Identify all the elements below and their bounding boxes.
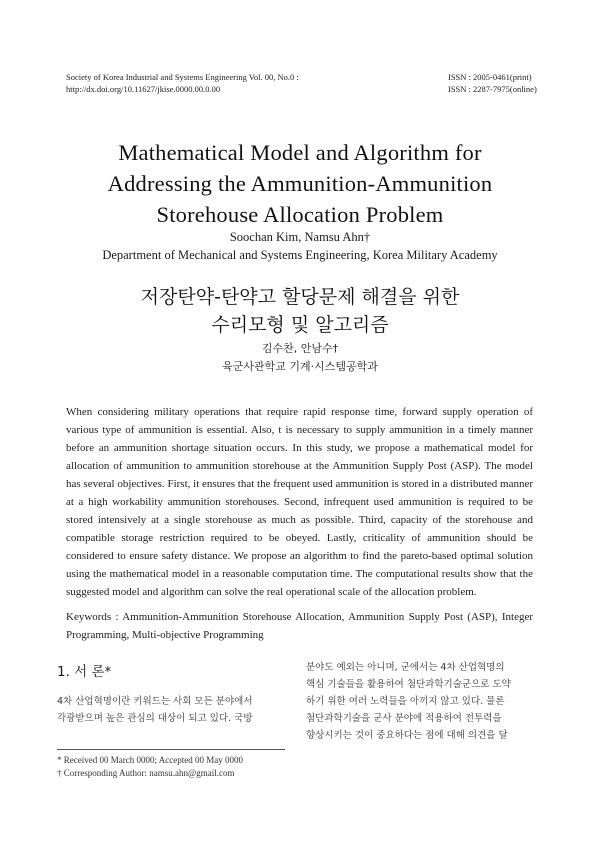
footnotes bbox=[57, 754, 297, 780]
footnote-divider bbox=[57, 749, 285, 750]
title-ko-line-2: 수리모형 및 알고리즘 bbox=[211, 314, 389, 336]
authors-korean: 김수찬, 안남수† bbox=[261, 342, 339, 355]
body-line: 각광받으며 높은 관심의 대상이 되고 있다. 국방 bbox=[57, 713, 253, 724]
footnote-corresponding-author: † Corresponding Author: namsu.ahn@gmail.com bbox=[57, 768, 235, 778]
issn-online: ISSN : 2287-7975(online) bbox=[448, 84, 537, 94]
department-english: Department of Mechanical and Systems Engineering, Korea Military Academy bbox=[102, 248, 498, 262]
body-line: 분야도 예외는 아니며, 군에서는 4차 산업혁명의 bbox=[306, 662, 505, 673]
body-line: 첨단과학기술을 군사 분야에 적용하여 전투력을 bbox=[306, 713, 502, 724]
title-ko-line-1: 저장탄약-탄약고 할당문제 해결을 위한 bbox=[140, 286, 460, 308]
title-en-line-1: Mathematical Model and Algorithm for bbox=[118, 140, 482, 165]
issn-print: ISSN : 2005-0461(print) bbox=[448, 72, 532, 82]
authors-english: Soochan Kim, Namsu Ahn† bbox=[229, 230, 371, 244]
paper-title-korean bbox=[40, 283, 560, 339]
doi-link[interactable]: http://dx.doi.org/10.11627/jkise.0000.00.0.00 bbox=[66, 84, 221, 94]
body-line: 핵심 기술들을 활용하여 첨단과학기술군으로 도약 bbox=[306, 679, 511, 690]
title-en-line-2: Addressing the Ammunition-Ammunition bbox=[107, 171, 493, 196]
body-line: 하기 위한 여러 노력들을 아끼지 않고 있다. 물론 bbox=[306, 696, 505, 707]
abstract: When considering military operations that require rapid response time, forward supply operation of various type of ammunition is essential. Also, t is necessary to supply ammunition in a timely manner before an ammunition shortage situation occurs. In this study, we propose a mathematical model for allocation of ammunition to ammunition storehouse at the Ammunition Supply Post (ASP). The model has several objectives. First, it ensures that the frequent used ammunition is stored in a distributed manner at a high workability ammunition storehouses. Second, infrequent used ammunition is required to be stored intensively at a single storehouse as much as possible. Third, capacity of the storehouse and compatible storage restriction required to be obeyed. Lastly, criticality of ammunition should be considered to ensure safety distance. We propose an algorithm to find the pareto-based optimal solution using the mathematical model in a reasonable computation time. The computational results show that the suggested model and algorithm can solve the real operational scale of the allocation problem. bbox=[66, 406, 533, 598]
section-heading-introduction: 1. 서 론* bbox=[57, 664, 112, 680]
department-korean: 육군사관학교 기계·시스템공학과 bbox=[222, 360, 378, 373]
running-header-left bbox=[66, 71, 386, 95]
body-column-right bbox=[306, 659, 542, 744]
body-line: 4차 산업혁명이란 키워드는 사회 모든 분야에서 bbox=[57, 696, 253, 707]
keywords: Keywords : Ammunition-Ammunition Storehouse Allocation, Ammunition Supply Post (ASP), Integer Programming, Multi-objective Programming bbox=[66, 611, 533, 641]
footnote-received: * Received 00 March 0000; Accepted 00 May 0000 bbox=[57, 755, 243, 765]
body-column-left bbox=[57, 693, 285, 727]
running-header-right bbox=[448, 71, 588, 95]
title-en-line-3: Storehouse Allocation Problem bbox=[156, 202, 444, 227]
journal-name: Society of Korea Industrial and Systems Engineering Vol. 00, No.0 : bbox=[66, 72, 299, 82]
paper-title-english bbox=[30, 137, 570, 230]
body-line: 향상시키는 것이 중요하다는 점에 대해 의견을 달 bbox=[306, 730, 508, 741]
